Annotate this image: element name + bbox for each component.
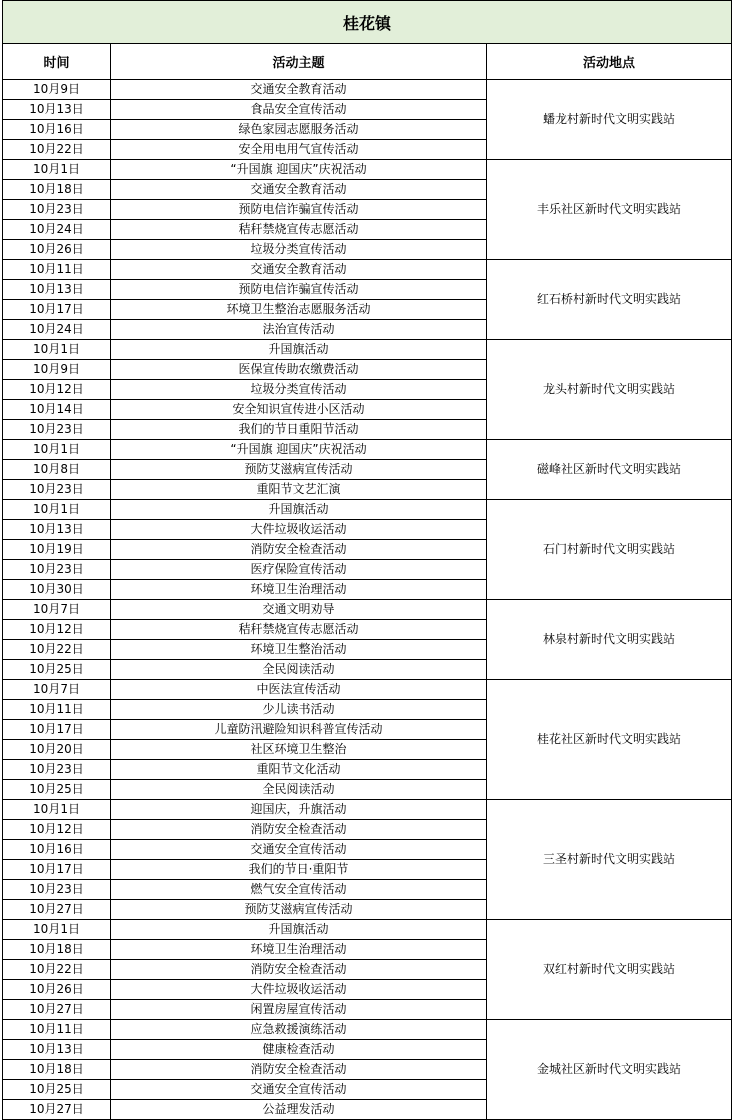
date-cell: 10月11日 (3, 1020, 111, 1040)
location-cell: 丰乐社区新时代文明实践站 (487, 160, 732, 260)
theme-cell: 少儿读书活动 (111, 700, 487, 720)
theme-cell: 垃圾分类宣传活动 (111, 240, 487, 260)
date-cell: 10月17日 (3, 720, 111, 740)
date-cell: 10月14日 (3, 400, 111, 420)
date-cell: 10月25日 (3, 1080, 111, 1100)
date-cell: 10月22日 (3, 640, 111, 660)
date-cell: 10月17日 (3, 300, 111, 320)
header-theme: 活动主题 (111, 44, 487, 80)
date-cell: 10月12日 (3, 380, 111, 400)
date-cell: 10月27日 (3, 900, 111, 920)
date-cell: 10月1日 (3, 500, 111, 520)
date-cell: 10月19日 (3, 540, 111, 560)
table-row (3, 680, 732, 700)
theme-cell: 交通安全宣传活动 (111, 1080, 487, 1100)
theme-cell: 全民阅读活动 (111, 780, 487, 800)
theme-cell: 预防电信诈骗宣传活动 (111, 200, 487, 220)
location-cell: 石门村新时代文明实践站 (487, 500, 732, 600)
theme-cell: 中医法宣传活动 (111, 680, 487, 700)
theme-cell: 升国旗活动 (111, 340, 487, 360)
date-cell: 10月24日 (3, 320, 111, 340)
theme-cell: 闲置房屋宣传活动 (111, 1000, 487, 1020)
date-cell: 10月27日 (3, 1100, 111, 1120)
table-row (3, 260, 732, 280)
date-cell: 10月1日 (3, 160, 111, 180)
theme-cell: 交通安全教育活动 (111, 80, 487, 100)
date-cell: 10月23日 (3, 560, 111, 580)
theme-cell: 法治宣传活动 (111, 320, 487, 340)
date-cell: 10月13日 (3, 520, 111, 540)
theme-cell: 交通安全宣传活动 (111, 840, 487, 860)
date-cell: 10月1日 (3, 800, 111, 820)
date-cell: 10月11日 (3, 700, 111, 720)
theme-cell: 秸秆禁烧宣传志愿活动 (111, 620, 487, 640)
location-cell: 双红村新时代文明实践站 (487, 920, 732, 1020)
activity-schedule-table (2, 0, 732, 1120)
header-row (3, 44, 732, 80)
table-title: 桂花镇 (3, 1, 732, 44)
date-cell: 10月26日 (3, 240, 111, 260)
table-row (3, 1020, 732, 1040)
location-cell: 红石桥村新时代文明实践站 (487, 260, 732, 340)
date-cell: 10月17日 (3, 860, 111, 880)
date-cell: 10月30日 (3, 580, 111, 600)
theme-cell: 垃圾分类宣传活动 (111, 380, 487, 400)
theme-cell: 全民阅读活动 (111, 660, 487, 680)
theme-cell: 消防安全检查活动 (111, 1060, 487, 1080)
header-date: 时间 (3, 44, 111, 80)
theme-cell: 消防安全检查活动 (111, 960, 487, 980)
theme-cell: 大件垃圾收运活动 (111, 980, 487, 1000)
theme-cell: 消防安全检查活动 (111, 820, 487, 840)
date-cell: 10月18日 (3, 180, 111, 200)
theme-cell: 健康检查活动 (111, 1040, 487, 1060)
theme-cell: 环境卫生整治活动 (111, 640, 487, 660)
theme-cell: 消防安全检查活动 (111, 540, 487, 560)
theme-cell: 绿色家园志愿服务活动 (111, 120, 487, 140)
date-cell: 10月7日 (3, 600, 111, 620)
theme-cell: 升国旗活动 (111, 920, 487, 940)
date-cell: 10月16日 (3, 840, 111, 860)
location-cell: 林泉村新时代文明实践站 (487, 600, 732, 680)
date-cell: 10月8日 (3, 460, 111, 480)
location-cell: 三圣村新时代文明实践站 (487, 800, 732, 920)
theme-cell: 医保宣传助农缴费活动 (111, 360, 487, 380)
table-row (3, 800, 732, 820)
date-cell: 10月25日 (3, 660, 111, 680)
date-cell: 10月24日 (3, 220, 111, 240)
theme-cell: “升国旗 迎国庆”庆祝活动 (111, 160, 487, 180)
date-cell: 10月26日 (3, 980, 111, 1000)
theme-cell: 预防艾滋病宣传活动 (111, 900, 487, 920)
date-cell: 10月12日 (3, 620, 111, 640)
theme-cell: 秸秆禁烧宣传志愿活动 (111, 220, 487, 240)
table-body (3, 1, 732, 1120)
location-cell: 金城社区新时代文明实践站 (487, 1020, 732, 1120)
date-cell: 10月1日 (3, 920, 111, 940)
date-cell: 10月7日 (3, 680, 111, 700)
theme-cell: 环境卫生治理活动 (111, 580, 487, 600)
location-cell: 蟠龙村新时代文明实践站 (487, 80, 732, 160)
theme-cell: 环境卫生治理活动 (111, 940, 487, 960)
date-cell: 10月9日 (3, 80, 111, 100)
date-cell: 10月13日 (3, 280, 111, 300)
theme-cell: 燃气安全宣传活动 (111, 880, 487, 900)
table-row (3, 80, 732, 100)
date-cell: 10月16日 (3, 120, 111, 140)
date-cell: 10月27日 (3, 1000, 111, 1020)
date-cell: 10月23日 (3, 420, 111, 440)
date-cell: 10月23日 (3, 880, 111, 900)
theme-cell: 安全知识宣传进小区活动 (111, 400, 487, 420)
location-cell: 龙头村新时代文明实践站 (487, 340, 732, 440)
date-cell: 10月23日 (3, 760, 111, 780)
theme-cell: 儿童防汛避险知识科普宣传活动 (111, 720, 487, 740)
theme-cell: 安全用电用气宣传活动 (111, 140, 487, 160)
date-cell: 10月25日 (3, 780, 111, 800)
table-row (3, 160, 732, 180)
date-cell: 10月22日 (3, 960, 111, 980)
date-cell: 10月1日 (3, 340, 111, 360)
table-row (3, 440, 732, 460)
theme-cell: 迎国庆，升旗活动 (111, 800, 487, 820)
theme-cell: 交通安全教育活动 (111, 260, 487, 280)
table-row (3, 500, 732, 520)
theme-cell: “升国旗 迎国庆”庆祝活动 (111, 440, 487, 460)
date-cell: 10月13日 (3, 1040, 111, 1060)
theme-cell: 医疗保险宣传活动 (111, 560, 487, 580)
date-cell: 10月23日 (3, 200, 111, 220)
date-cell: 10月13日 (3, 100, 111, 120)
theme-cell: 交通安全教育活动 (111, 180, 487, 200)
header-location: 活动地点 (487, 44, 732, 80)
theme-cell: 我们的节日重阳节活动 (111, 420, 487, 440)
title-row (3, 1, 732, 44)
location-cell: 磁峰社区新时代文明实践站 (487, 440, 732, 500)
theme-cell: 升国旗活动 (111, 500, 487, 520)
theme-cell: 应急救援演练活动 (111, 1020, 487, 1040)
date-cell: 10月9日 (3, 360, 111, 380)
table-row (3, 920, 732, 940)
date-cell: 10月23日 (3, 480, 111, 500)
theme-cell: 食品安全宣传活动 (111, 100, 487, 120)
theme-cell: 我们的节日·重阳节 (111, 860, 487, 880)
theme-cell: 预防艾滋病宣传活动 (111, 460, 487, 480)
table-row (3, 600, 732, 620)
theme-cell: 重阳节文化活动 (111, 760, 487, 780)
location-cell: 桂花社区新时代文明实践站 (487, 680, 732, 800)
date-cell: 10月12日 (3, 820, 111, 840)
theme-cell: 社区环境卫生整治 (111, 740, 487, 760)
theme-cell: 大件垃圾收运活动 (111, 520, 487, 540)
theme-cell: 公益理发活动 (111, 1100, 487, 1120)
theme-cell: 交通文明劝导 (111, 600, 487, 620)
date-cell: 10月18日 (3, 940, 111, 960)
date-cell: 10月22日 (3, 140, 111, 160)
date-cell: 10月11日 (3, 260, 111, 280)
theme-cell: 环境卫生整治志愿服务活动 (111, 300, 487, 320)
date-cell: 10月18日 (3, 1060, 111, 1080)
theme-cell: 重阳节文艺汇演 (111, 480, 487, 500)
date-cell: 10月20日 (3, 740, 111, 760)
date-cell: 10月1日 (3, 440, 111, 460)
theme-cell: 预防电信诈骗宣传活动 (111, 280, 487, 300)
table-row (3, 340, 732, 360)
